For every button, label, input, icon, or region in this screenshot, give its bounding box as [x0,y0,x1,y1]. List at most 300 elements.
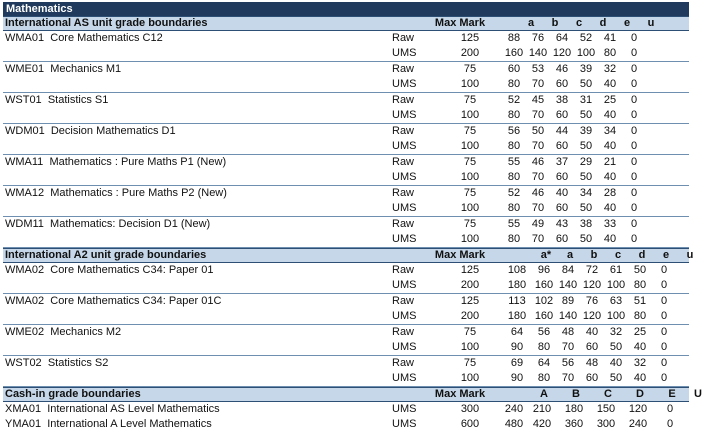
max-mark: 100 [460,341,480,353]
max-mark: 125 [460,32,480,44]
grade-boundary: 60 [555,109,569,121]
table-row [3,278,689,293]
mark-type: Raw [392,156,415,168]
unit-title: Statistics S2 [47,357,109,369]
cash-heading: Cash-in grade boundaries [5,388,141,400]
grade-boundary: 160 [534,310,554,322]
grade-boundary: 76 [585,295,599,307]
unit-name [3,340,388,355]
grade-boundary: 50 [633,264,647,276]
grade-boundary: 0 [630,125,638,137]
mark-type: UMS [392,78,417,90]
unit-title: International AS Level Mathematics [47,403,220,415]
grade-boundary: 80 [537,341,551,353]
grade-boundary: 100 [576,47,596,59]
unit-name [3,417,388,432]
grade-boundary: 70 [561,341,575,353]
unit-name [3,217,388,232]
grade-boundary: 50 [579,78,593,90]
grade-boundary: 210 [532,403,552,415]
table-row [3,139,689,154]
table-row [3,402,689,417]
unit-title: Core Mathematics C12 [50,32,163,44]
table-row [3,186,689,201]
grade-boundary: 0 [660,357,668,369]
grade-boundary: 0 [660,295,668,307]
unit-row-group [3,155,689,186]
unit-title: Decision Mathematics D1 [50,125,176,137]
grade-boundary: 70 [531,109,545,121]
mark-type: Raw [392,326,415,338]
grade-boundary: 61 [609,264,623,276]
mark-type: UMS [392,109,417,121]
unit-row-group [3,217,689,248]
max-mark: 75 [463,63,477,75]
grade-header: a [566,249,574,261]
max-mark: 100 [460,233,480,245]
grade-boundary: 38 [579,218,593,230]
grade-boundary: 70 [561,372,575,384]
unit-code: WME02 [5,326,45,338]
unit-name [3,309,388,324]
unit-name [3,93,388,108]
unit-code: WMA01 [5,32,45,44]
table-row [3,170,689,185]
grade-header: E [668,388,676,400]
table-row [3,108,689,123]
grade-boundary: 0 [660,372,668,384]
grade-boundary: 60 [555,171,569,183]
mark-type: Raw [392,187,415,199]
grade-boundary: 55 [507,218,521,230]
max-mark: 75 [463,218,477,230]
grade-boundary: 56 [561,357,575,369]
grade-boundary: 69 [510,357,524,369]
grade-boundary: 0 [630,233,638,245]
grade-boundary: 29 [579,156,593,168]
page-title: Mathematics [3,2,689,16]
grade-boundary: 25 [633,326,647,338]
grade-boundary: 0 [660,341,668,353]
grade-boundary: 420 [532,418,552,430]
grade-boundary: 120 [628,403,648,415]
unit-row-group [3,31,689,62]
grade-boundary: 100 [606,310,626,322]
grade-boundary: 180 [507,310,527,322]
grade-header: d [638,249,646,261]
table-row [3,155,689,170]
grade-boundary: 50 [579,202,593,214]
unit-name [3,46,388,61]
unit-name [3,108,388,123]
mark-type: UMS [392,341,417,353]
grade-header: c [575,17,583,29]
mark-type: UMS [392,171,417,183]
table-row [3,340,689,355]
grade-boundary: 52 [579,32,593,44]
unit-code: WST01 [5,94,42,106]
mark-type: UMS [392,47,417,59]
unit-name [3,77,388,92]
grade-boundary: 80 [507,78,521,90]
grade-boundary: 56 [537,326,551,338]
mark-type: UMS [392,140,417,152]
mark-type: Raw [392,357,415,369]
mark-type: Raw [392,295,415,307]
table-row [3,46,689,61]
unit-code: WDM01 [5,125,45,137]
grade-boundary: 90 [510,372,524,384]
grade-boundary: 40 [603,78,617,90]
unit-row-group [3,93,689,124]
grade-boundary: 0 [630,94,638,106]
mark-type: UMS [392,310,417,322]
grade-boundary: 80 [537,372,551,384]
grade-boundary: 76 [531,32,545,44]
grade-boundary: 64 [510,326,524,338]
grade-boundary: 52 [507,94,521,106]
unit-name [3,139,388,154]
grade-header: d [599,17,607,29]
grade-boundary: 63 [609,295,623,307]
unit-name [3,325,388,340]
grade-boundary: 55 [507,156,521,168]
max-mark: 75 [463,326,477,338]
grade-header: D [636,388,644,400]
unit-name [3,124,388,139]
grade-boundary: 40 [603,109,617,121]
mark-type: Raw [392,264,415,276]
grade-boundary: 41 [603,32,617,44]
mark-type: UMS [392,233,417,245]
grade-boundary: 46 [531,187,545,199]
unit-title: International A Level Mathematics [47,418,212,430]
grade-boundary: 50 [579,109,593,121]
grade-boundary: 0 [630,218,638,230]
grade-boundary: 0 [666,418,674,430]
grade-boundary: 120 [582,279,602,291]
unit-code: WMA12 [5,187,45,199]
grade-boundary: 49 [531,218,545,230]
max-mark: 75 [463,94,477,106]
grade-boundary: 64 [537,357,551,369]
max-mark: 75 [463,156,477,168]
unit-code: WMA02 [5,264,45,276]
grade-boundary: 0 [666,403,674,415]
grade-boundary: 40 [603,140,617,152]
a2-max-label: Max Mark [434,249,486,261]
unit-name [3,278,388,293]
grade-boundary: 80 [507,140,521,152]
grade-boundary: 80 [633,279,647,291]
grade-boundary: 140 [558,310,578,322]
unit-title: Core Mathematics C34: Paper 01 [50,264,214,276]
grade-boundary: 37 [555,156,569,168]
table-row [3,93,689,108]
grade-boundary: 34 [603,125,617,137]
max-mark: 125 [460,264,480,276]
table-row [3,217,689,232]
mark-type: Raw [392,125,415,137]
grade-boundary: 360 [564,418,584,430]
grade-boundary: 90 [510,341,524,353]
grade-boundary: 40 [603,202,617,214]
grade-header: a [527,17,535,29]
grade-boundary: 0 [660,310,668,322]
cash-max-label: Max Mark [434,388,486,400]
a2-section-header [3,248,694,263]
unit-title: Mathematics: Decision D1 (New) [50,218,211,230]
grade-boundary: 40 [633,341,647,353]
grade-boundary: 240 [628,418,648,430]
grade-boundary: 28 [603,187,617,199]
grade-boundary: 72 [585,264,599,276]
grade-boundary: 0 [630,140,638,152]
grade-boundary: 0 [630,202,638,214]
unit-title: Core Mathematics C34: Paper 01C [50,295,222,307]
grade-boundary: 0 [630,187,638,199]
grade-boundary: 0 [630,63,638,75]
grade-boundary: 50 [579,233,593,245]
grade-boundary: 80 [507,233,521,245]
unit-name [3,371,388,386]
max-mark: 75 [463,125,477,137]
grade-boundary: 40 [603,171,617,183]
grade-boundary: 113 [508,295,526,307]
grade-boundary: 60 [585,341,599,353]
unit-name [3,62,388,77]
max-mark: 100 [460,372,480,384]
max-mark: 200 [460,310,480,322]
table-row [3,356,689,371]
grade-boundary: 40 [555,187,569,199]
grade-boundary: 32 [609,326,623,338]
grade-header: B [572,388,580,400]
unit-title: Mathematics : Pure Maths P1 (New) [49,156,227,168]
as-heading: International AS unit grade boundaries [5,17,208,29]
grade-boundary: 44 [555,125,569,137]
grade-boundary: 96 [537,264,551,276]
grade-boundary: 180 [507,279,527,291]
unit-code: WDM11 [5,218,44,230]
max-mark: 100 [460,171,480,183]
grade-boundary: 40 [585,326,599,338]
grade-boundary: 84 [561,264,575,276]
unit-row-group [3,124,689,155]
grade-boundary: 0 [630,78,638,90]
grade-boundary: 0 [630,156,638,168]
table-row [3,232,689,247]
grade-boundary: 40 [603,233,617,245]
max-mark: 100 [460,202,480,214]
table-row [3,263,689,278]
grade-boundary: 52 [507,187,521,199]
unit-name [3,170,388,185]
table-row [3,325,689,340]
grade-boundary: 0 [630,109,638,121]
table-row [3,31,689,46]
max-mark: 300 [460,403,480,415]
grade-boundary: 100 [606,279,626,291]
grade-boundary: 80 [507,171,521,183]
grade-boundary: 60 [585,372,599,384]
grade-boundary: 50 [609,341,623,353]
max-mark: 75 [463,357,477,369]
grade-boundary: 48 [585,357,599,369]
grade-boundary: 0 [660,279,668,291]
grade-boundary: 80 [507,109,521,121]
grade-boundary: 53 [531,63,545,75]
grade-boundary: 140 [528,47,548,59]
unit-row-group [3,294,689,325]
grade-boundary: 0 [660,326,668,338]
grade-header: u [686,249,694,261]
grade-boundary: 240 [504,403,524,415]
unit-name [3,294,388,309]
table-row [3,77,689,92]
unit-row-group [3,186,689,217]
grade-boundary: 50 [531,125,545,137]
grade-header: A [540,388,548,400]
grade-boundary: 46 [555,63,569,75]
mark-type: Raw [392,32,415,44]
grade-boundary: 32 [633,357,647,369]
unit-name [3,31,388,46]
unit-name [3,201,388,216]
grade-boundary: 80 [633,310,647,322]
grade-boundary: 70 [531,202,545,214]
max-mark: 600 [460,418,480,430]
grade-boundary: 32 [603,63,617,75]
mark-type: Raw [392,94,415,106]
max-mark: 200 [460,47,480,59]
grade-boundary: 180 [564,403,584,415]
grade-boundary: 33 [603,218,617,230]
unit-code: WME01 [5,63,45,75]
mark-type: UMS [392,202,417,214]
grade-boundary: 38 [555,94,569,106]
grade-boundary: 0 [660,264,668,276]
unit-code: WMA11 [5,156,44,168]
grade-header: e [662,249,670,261]
mark-type: Raw [392,63,415,75]
grade-boundary: 60 [555,202,569,214]
table-row [3,201,689,216]
grade-boundary: 43 [555,218,569,230]
cash-section-header [3,387,702,402]
unit-row-group [3,263,689,294]
grade-boundary: 39 [579,125,593,137]
as-max-label: Max Mark [434,17,486,29]
grade-boundary: 60 [555,233,569,245]
grade-boundary: 25 [603,94,617,106]
grade-boundary: 34 [579,187,593,199]
unit-row-group [3,325,689,356]
grade-boundary: 300 [596,418,616,430]
unit-name [3,186,388,201]
grade-boundary: 70 [531,78,545,90]
mark-type: UMS [392,279,417,291]
max-mark: 100 [460,109,480,121]
unit-title: Mechanics M1 [50,63,122,75]
grade-boundary: 0 [630,47,638,59]
grade-header: b [551,17,559,29]
table-row [3,417,689,432]
unit-name [3,155,388,170]
grade-header: e [623,17,631,29]
as-section-header [3,16,689,31]
table-row [3,371,689,386]
grade-boundary: 160 [534,279,554,291]
grade-boundary: 88 [507,32,521,44]
table-row [3,309,689,324]
grade-boundary: 64 [555,32,569,44]
grade-header: c [614,249,622,261]
grade-boundary: 60 [555,140,569,152]
table-row [3,124,689,139]
unit-code: YMA01 [5,418,42,430]
grade-boundary: 46 [531,156,545,168]
mark-type: UMS [392,403,417,415]
unit-name [3,263,388,278]
table-row [3,294,689,309]
unit-name [3,402,388,417]
mark-type: Raw [392,218,415,230]
grade-boundary: 120 [582,310,602,322]
unit-row-group [3,62,689,93]
grade-header: U [694,388,702,400]
grade-boundary: 70 [531,171,545,183]
grade-boundary: 31 [579,94,593,106]
max-mark: 100 [460,78,480,90]
grade-boundary: 48 [561,326,575,338]
unit-name [3,232,388,247]
unit-row-group [3,356,689,387]
max-mark: 75 [463,187,477,199]
grade-boundary: 0 [630,32,638,44]
grade-boundary: 45 [531,94,545,106]
max-mark: 200 [460,279,480,291]
grade-header: a* [540,249,552,261]
unit-name [3,356,388,371]
grade-boundary: 140 [558,279,578,291]
grade-boundary: 51 [633,295,647,307]
grade-boundary: 70 [531,140,545,152]
unit-code: WMA02 [5,295,45,307]
grade-boundary: 80 [507,202,521,214]
grade-header: u [647,17,655,29]
grade-boundary: 480 [504,418,524,430]
grade-boundary: 102 [534,295,554,307]
grade-boundary: 120 [552,47,572,59]
unit-title: Mechanics M2 [50,326,122,338]
unit-title: Mathematics : Pure Maths P2 (New) [50,187,227,199]
grade-header: b [590,249,598,261]
grade-boundary: 150 [596,403,616,415]
mark-type: UMS [392,418,417,430]
grade-boundary: 50 [609,372,623,384]
grade-boundary: 50 [579,171,593,183]
grade-boundary: 108 [507,264,527,276]
grade-boundary: 39 [579,63,593,75]
grade-boundary: 50 [579,140,593,152]
max-mark: 100 [460,140,480,152]
grade-boundary: 21 [603,156,617,168]
grade-header: C [604,388,612,400]
grade-boundary: 40 [609,357,623,369]
table-row [3,62,689,77]
unit-code: XMA01 [5,403,42,415]
